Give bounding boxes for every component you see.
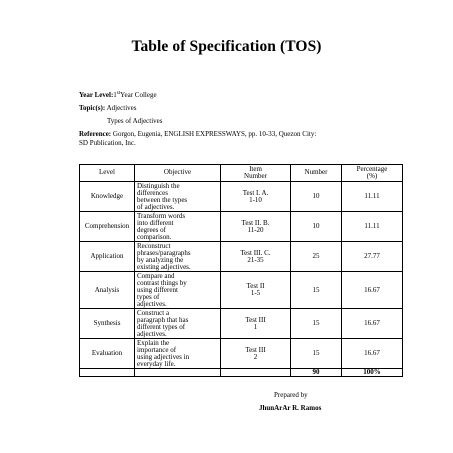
- item-number-cell: Test III 2: [221, 339, 291, 369]
- objective-cell: Explain the importance of using adjectives in everyday life.: [135, 339, 221, 369]
- reference-text-1: Gorgon, Eugenia, ENGLISH EXPRESSWAYS, pp. 10-33, Quezon City:: [112, 130, 317, 138]
- total-blank-cell: [221, 369, 291, 377]
- reference-label: Reference:: [79, 130, 112, 138]
- percentage-cell: 16.67: [342, 272, 403, 309]
- level-cell: Synthesis: [80, 309, 135, 339]
- year-level-num: 1: [113, 91, 117, 99]
- total-percentage-cell: 100%: [342, 369, 403, 377]
- header-item-number: Item Number: [221, 165, 291, 182]
- level-cell: Knowledge: [80, 182, 135, 212]
- header-objective: Objective: [135, 165, 221, 182]
- level-cell: Comprehension: [80, 212, 135, 242]
- topics-value: Adjectives: [106, 104, 137, 112]
- item-number-cell: Test III. C. 21-35: [221, 242, 291, 272]
- objective-cell: Distinguish the differences between the types of adjectives.: [135, 182, 221, 212]
- table-header-row: [80, 165, 403, 182]
- topics-label: Topic(s):: [79, 104, 106, 112]
- year-level-line: [79, 91, 157, 100]
- table-row: [80, 242, 403, 272]
- document-title: Table of Specification (TOS): [131, 38, 322, 55]
- prepared-by-name: JhunArAr R. Ramos: [259, 404, 322, 412]
- number-cell: 10: [291, 212, 342, 242]
- header-number: Number: [291, 165, 342, 182]
- total-blank-cell: [135, 369, 221, 377]
- objective-cell: Compare and contrast things by using different types of adjectives.: [135, 272, 221, 309]
- level-cell: Evaluation: [80, 339, 135, 369]
- reference-text-2: SD Publication, Inc.: [79, 139, 136, 147]
- total-number-cell: 90: [291, 369, 342, 377]
- number-cell: 15: [291, 309, 342, 339]
- table-row: [80, 309, 403, 339]
- prepared-by-label: Prepared by: [274, 391, 308, 399]
- table-row: [80, 339, 403, 369]
- percentage-cell: 11.11: [342, 182, 403, 212]
- table-row: [80, 212, 403, 242]
- number-cell: 15: [291, 272, 342, 309]
- table-row: [80, 272, 403, 309]
- year-level-rest: Year College: [120, 91, 157, 99]
- item-number-cell: Test II. B. 11-20: [221, 212, 291, 242]
- percentage-cell: 16.67: [342, 339, 403, 369]
- header-percentage: Percentage (%): [342, 165, 403, 182]
- subtopic-line: Types of Adjectives: [107, 117, 163, 125]
- item-number-cell: Test II 1-5: [221, 272, 291, 309]
- header-level: Level: [80, 165, 135, 182]
- percentage-cell: 11.11: [342, 212, 403, 242]
- reference-line: [79, 130, 316, 148]
- objective-cell: Construct a paragraph that has different types of adjectives.: [135, 309, 221, 339]
- total-blank-cell: [80, 369, 135, 377]
- objective-cell: Reconstruct phrases/paragraphs by analyzing the existing adjectives.: [135, 242, 221, 272]
- number-cell: 15: [291, 339, 342, 369]
- tos-table: [79, 164, 403, 377]
- number-cell: 25: [291, 242, 342, 272]
- level-cell: Analysis: [80, 272, 135, 309]
- topics-line: [79, 104, 137, 113]
- table-row: [80, 182, 403, 212]
- percentage-cell: 16.67: [342, 309, 403, 339]
- percentage-cell: 27.77: [342, 242, 403, 272]
- objective-cell: Transform words into different degrees of comparison.: [135, 212, 221, 242]
- item-number-cell: Test I. A. 1-10: [221, 182, 291, 212]
- total-row: [80, 369, 403, 377]
- level-cell: Application: [80, 242, 135, 272]
- year-level-label: Year Level:: [79, 91, 114, 99]
- number-cell: 10: [291, 182, 342, 212]
- item-number-cell: Test III 1: [221, 309, 291, 339]
- year-level-sup: st: [116, 91, 121, 96]
